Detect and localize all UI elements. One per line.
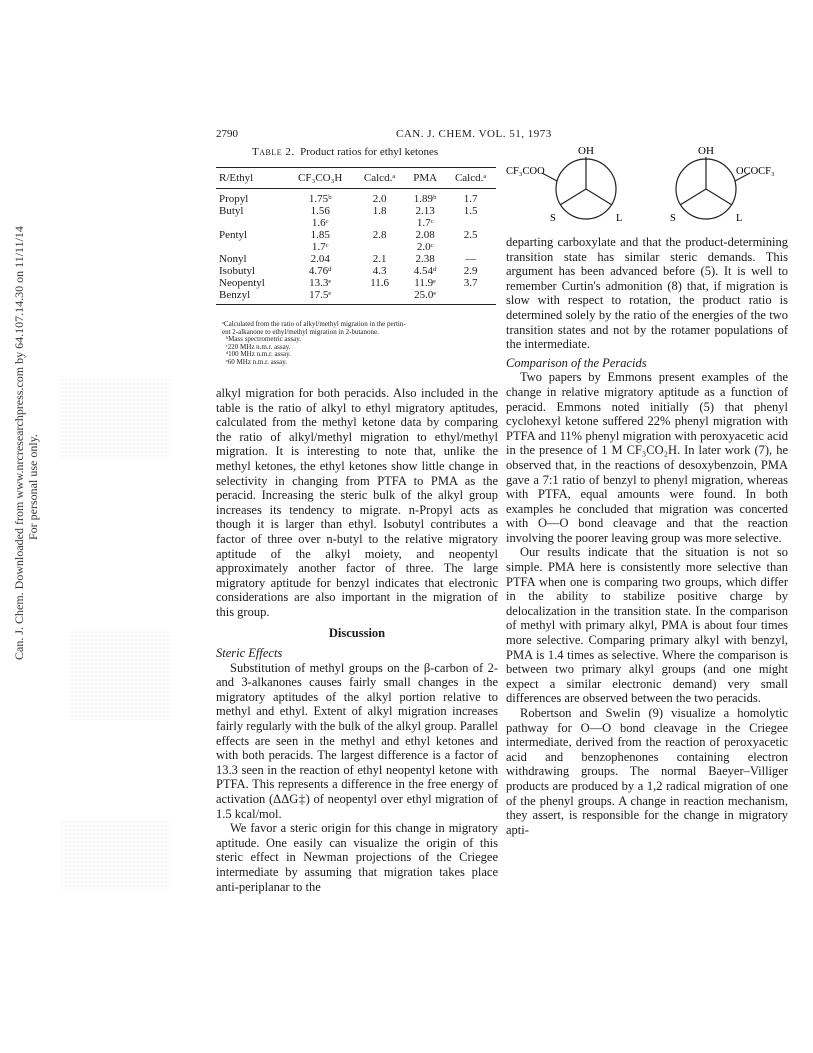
table-cell: 4.76ᵈ xyxy=(308,265,332,277)
table-cell: 2.08 xyxy=(415,229,435,241)
footnote: ᵉ60 MHz n.m.r. assay. xyxy=(226,357,288,366)
table-row xyxy=(216,217,496,229)
body-paragraph: alkyl migration for both peracids. Also included in the table is the ratio of alkyl to ethyl migratory aptitudes, calculated from the methyl ketone data by comparing the ratio of alkyl/methyl migration to ethyl/methyl migration. It is interesting to note that, unlike the methyl ketones, the ethyl ketones show little change in selectivity in changing from PTFA to PMA as the peracid. Increasing the steric bulk of the alkyl group increases its tendency to migrate. n-Propyl acts as though it is larger than ethyl. Isobutyl contributes a factor of three over n-butyl to the relative migratory aptitude of the alkyl moiety, and neopentyl approximately another factor of three. The large migratory aptitude for benzyl indicates that electronic considerations are also important in the migration of this group. xyxy=(216,386,498,619)
newman-projections xyxy=(506,143,788,233)
scan-noise xyxy=(70,630,170,720)
newman-right-substituent-label: OCOCF₃ xyxy=(736,166,775,177)
table-cell: 2.5 xyxy=(463,229,478,241)
table-cell: 2.0 xyxy=(372,193,387,205)
body-paragraph: Our results indicate that the situation is not so simple. PMA here is consistently more selective than PTFA when one is comparing two groups, which differ in the ability to stabilize positive charge by delocalization in the transition state. In the comparison of methyl with primary alkyl, PMA is about four times more selective. Comparing primary alkyl with benzyl, PMA is 1.4 times as selective. Where the comparison is between two primary alkyl groups (and one might expect a similar electronic demand) very small differences are observed between the two peracids. xyxy=(506,545,788,706)
page-number: 2790 xyxy=(216,128,238,140)
newman-right-large-label: L xyxy=(736,213,743,224)
table-cell: 1.7ᶜ xyxy=(416,217,434,229)
table-cell: 1.5 xyxy=(463,205,478,217)
product-ratio-table xyxy=(216,167,496,305)
table-row xyxy=(216,253,496,265)
table-cell: Isobutyl xyxy=(219,265,256,277)
body-paragraph: departing carboxylate and that the product-determining transition state has similar steric demands. This argument has been advanced before (5). It is well to remember Curtin's admonition (8) that, if migration is slow with respect to rotation, the product ratio is determined solely by the ratio of the energies of the two transition states and not by the rotamer populations of the intermediate. xyxy=(506,235,788,352)
table-row xyxy=(216,289,496,305)
watermark-line-2: For personal use only. xyxy=(26,434,40,540)
table-cell: 11.9ᵉ xyxy=(414,277,436,289)
table-caption xyxy=(252,146,438,158)
table-cell: 2.13 xyxy=(415,205,435,217)
table-row xyxy=(216,241,496,253)
table-cell: 1.6ᶜ xyxy=(311,217,329,229)
table-cell xyxy=(445,241,496,253)
newman-left-substituent-label: CF₃COO xyxy=(506,166,545,177)
table-header-row xyxy=(216,168,496,189)
newman-projection-right xyxy=(670,145,775,224)
table-row xyxy=(216,229,496,241)
table-cell: 1.7ᶜ xyxy=(311,241,329,253)
table-cell: 25.0ᵉ xyxy=(405,289,445,305)
table-cell: 1.85 xyxy=(310,229,330,241)
table-cell: 1.75ᵇ xyxy=(308,193,332,205)
table-cell: 11.6 xyxy=(370,277,390,289)
footnote: ᵇMass spectrometric assay. xyxy=(226,335,301,343)
table-cell: Propyl xyxy=(219,193,249,205)
table-cell: 17.5ᵉ xyxy=(286,289,354,305)
body-paragraph: We favor a steric origin for this change in migratory aptitude. One easily can visualize the origin of this steric effect in Newman projections of the Criegee intermediate by assuming that migration takes place anti-periplanar to the xyxy=(216,821,498,894)
table-cell xyxy=(354,289,405,305)
column-header: PMA xyxy=(405,168,445,189)
subsection-heading: Comparison of the Peracids xyxy=(506,355,647,370)
table-cell: 1.8 xyxy=(372,205,387,217)
newman-left-large-label: L xyxy=(616,213,623,224)
table-cell: 1.7 xyxy=(463,193,478,205)
right-text-column xyxy=(506,235,788,837)
newman-right-small-label: S xyxy=(670,213,676,224)
table-cell: 2.8 xyxy=(372,229,387,241)
table-cell xyxy=(445,289,496,305)
scan-noise xyxy=(60,378,170,458)
table-cell: 2.0ᶜ xyxy=(416,241,434,253)
section-heading: Discussion xyxy=(328,625,386,640)
scan-noise xyxy=(60,820,170,890)
footnote: ent 2-alkanone to ethyl/methyl migration in 2-butanone. xyxy=(222,327,379,336)
newman-right-top-label: OH xyxy=(698,145,714,157)
newman-projection-left xyxy=(506,145,622,224)
table-cell: Pentyl xyxy=(219,229,248,241)
body-paragraph: Two papers by Emmons present examples of the change in relative migratory aptitude as a function of peracid. Emmons noted initially (5) that phenyl cyclohexyl ketone suffered 22% phenyl migration with PTFA and 11% phenyl migration with peroxyacetic acid in the presence of 1 M CF₃CO₂H. In later work (7), he observed that, in the reactions of desoxybenzoin, PMA gave a 7:1 ratio of benzyl to phenyl migration, whereas with PTFA, equal amounts were found. In both examples he concluded that migration was concerted with O—O bond cleavage and that the reaction involving the poorer leaving group was more selective. xyxy=(506,370,788,545)
footnote: ᵃCalculated from the ratio of alkyl/methyl migration in the pertin- xyxy=(222,320,406,328)
table-caption-label: Table 2. xyxy=(252,146,295,158)
table-cell: 1.89ᵇ xyxy=(413,193,437,205)
table-caption-text: Product ratios for ethyl ketones xyxy=(300,146,439,158)
footnote: ᵈ100 MHz n.m.r. assay. xyxy=(226,350,291,358)
newman-left-top-label: OH xyxy=(578,145,594,157)
table-cell: 2.38 xyxy=(415,253,435,265)
table-cell: 4.3 xyxy=(372,265,387,277)
subsection-heading: Steric Effects xyxy=(216,646,283,661)
table-cell xyxy=(216,217,286,229)
footnote: ᶜ220 MHz n.m.r. assay. xyxy=(226,342,291,351)
table-cell: 2.04 xyxy=(310,253,330,265)
body-paragraph: Substitution of methyl groups on the β-carbon of 2- and 3-alkanones causes fairly small changes in the migratory aptitudes of the alkyl portion relative to methyl and ethyl. Extent of alkyl migration increases fairly regularly with the bulk of the alkyl group. Parallel effects are seen in the methyl and ethyl ketones and with both peracids. The largest difference is a factor of 13.3 seen in the reaction of ethyl neopentyl ketone with PTFA. This represents a difference in the free energy of activation (ΔΔG‡) of neopentyl over ethyl migration of 1.5 kcal/mol. xyxy=(216,660,498,821)
table-row xyxy=(216,277,496,289)
column-header: CF₃CO₃H xyxy=(286,168,354,189)
column-header: R/Ethyl xyxy=(216,168,286,189)
table-cell: 1.56 xyxy=(310,205,330,217)
journal-citation: CAN. J. CHEM. VOL. 51, 1973 xyxy=(396,128,552,140)
table-cell xyxy=(354,217,405,229)
watermark-line-1: Can. J. Chem. Downloaded from www.nrcresearchpress.com by 64.107.14.30 on 11/11/14 xyxy=(12,226,26,660)
table-cell: — xyxy=(465,253,477,265)
table-cell: 3.7 xyxy=(463,277,478,289)
table-cell xyxy=(216,241,286,253)
table-row xyxy=(216,265,496,277)
table-cell: 4.54ᵈ xyxy=(413,265,437,277)
table-row xyxy=(216,205,496,217)
table-cell: 2.9 xyxy=(463,265,478,277)
download-watermark xyxy=(10,226,50,660)
table-cell: 2.1 xyxy=(372,253,387,265)
column-header: Calcd.ᵃ xyxy=(354,168,405,189)
table-row xyxy=(216,193,496,205)
body-paragraph: Robertson and Swelin (9) visualize a homolytic pathway for O—O bond cleavage in the Criegee intermediate, derived from the reaction of peroxyacetic acid and benzophenones containing electron withdrawing groups. The normal Baeyer–Villiger products are produced by a 1,2 radical migration of one of the phenyl groups. A change in reaction mechanism, they assert, is responsible for the change in migratory apti- xyxy=(506,706,788,837)
table-cell: Nonyl xyxy=(219,253,247,265)
table-cell: Butyl xyxy=(219,205,244,217)
table-cell: Benzyl xyxy=(216,289,286,305)
column-header: Calcd.ᵃ xyxy=(445,168,496,189)
left-text-column xyxy=(216,386,498,894)
table-cell xyxy=(445,217,496,229)
newman-left-small-label: S xyxy=(550,213,556,224)
table-footnotes xyxy=(222,321,498,366)
table-cell xyxy=(354,241,405,253)
table-cell: Neopentyl xyxy=(219,277,265,289)
table-cell: 13.3ᵉ xyxy=(309,277,332,289)
